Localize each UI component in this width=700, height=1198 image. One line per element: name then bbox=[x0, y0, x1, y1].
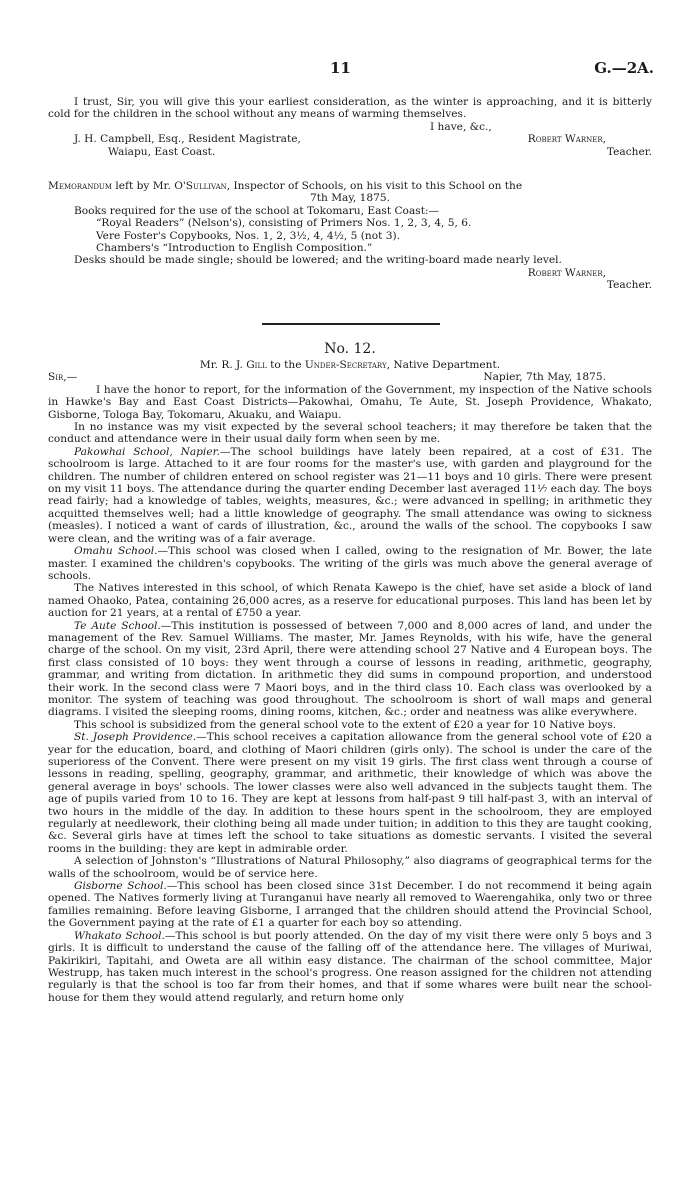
salutation: Sir,— bbox=[48, 371, 78, 384]
report-paragraph: A selection of Johnston's “Illustrations of Natural Philosophy,” also diagrams of geographical terms for the walls of the schoolroom, would be of service here. bbox=[48, 855, 652, 880]
memo-label: Memorandum bbox=[48, 180, 112, 192]
memo-signer-title: Teacher. bbox=[606, 279, 652, 292]
memorandum-block bbox=[48, 180, 652, 292]
pakowhai-heading: Pakowhai School, Napier. bbox=[74, 445, 220, 458]
gisborne-heading: Gisborne School. bbox=[74, 880, 167, 893]
section-12 bbox=[48, 341, 652, 1004]
memo-desks-note: Desks should be made single; should be lowered; and the writing-board made nearly level. bbox=[74, 254, 562, 267]
report-paragraph: I have the honor to report, for the information of the Government, my inspection of the Native schools in Hawke's Bay and East Coast Districts—Pakowhai, Omahu, Te Aute, St. Joseph Providence, Whakato, Gisborne, Tologa Bay, Tokomaru, Akuaku, and Waiapu. bbox=[48, 383, 652, 421]
stjoseph-paragraph: St. Joseph Providence.—This school receives a capitation allowance from the general school vote of £20 a year for the education, board, and clothing of Maori children (girls only). The school is under the care of the superioress of the Convent. There were present on my visit 19 girls. The first class went through a course of lessons in reading, spelling, geography, grammar, and arithmetic, their knowledge of which was above the general average in boys' schools. The lower classes were also well advanced in the subjects taught them. The age of pupils varied from 10 to 16. They are kept at lessons from half-past 9 till half-past 3, with an interval of two hours in the middle of the day. In addition to these hours spent in the schoolroom, they are employed regularly at needlework, their clothing being all made under tuition; in addition to this they are taught cooking, &c. Several girls have at times left the school to take situations as domestic servants. I visited the several rooms in the building: they are kept in admirable order. bbox=[48, 731, 652, 855]
addressee-line-1: J. H. Campbell, Esq., Resident Magistrate, bbox=[74, 133, 301, 146]
whakato-paragraph: Whakato School.—This school is but poorly attended. On the day of my visit there were only 5 boys and 3 girls. It is difficult to understand the cause of the falling off of the attendance here. The villages of Muriwai, Pakirikiri, Tapitahi, and Oweta are all within easy distance. The chairman of the school committee, Major Westrupp, has taken much interest in the school's progress. One reason assigned for the children not attending regularly is that the school is too far from their homes, and that if some whares were built near the school-house for them they would attend regularly, and return home only bbox=[48, 929, 652, 1004]
report-paragraph: This school is subsidized from the general school vote to the extent of £20 a year for 10 Native boys. bbox=[74, 718, 616, 731]
report-paragraph: The Natives interested in this school, of which Renata Kawepo is the chief, have set aside a block of land named Ohaoko, Patea, containing 26,000 acres, as a reserve for educational purposes. This land has been let by auction for 21 years, at a rental of £750 a year. bbox=[48, 582, 652, 620]
teaute-paragraph: Te Aute School.—This institution is possessed of between 7,000 and 8,000 acres of land, and under the management of the Rev. Samuel Williams. The master, Mr. James Reynolds, with his wife, have the general charge of the school. On my visit, 23rd April, there were attending school 27 Native and 4 European boys. The first class consisted of 10 boys: they went through a course of lessons in reading, arithmetic, geography, grammar, and writing from dictation. In arithmetic they did sums in compound proportion, and understood their work. In the second class were 7 Maori boys, and in the third class 10. Each class was overlooked by a monitor. The system of teaching was good throughout. The schoolroom is short of wall maps and general diagrams. I visited the sleeping rooms, dining rooms, kitchen, &c.; order and neatness was alike everywhere. bbox=[48, 619, 652, 719]
gisborne-paragraph: Gisborne School.—This school has been closed since 31st December. I do not recommend it being again opened. The Natives formerly living at Turanganui have nearly all removed to Waerengahika, only two or three families remaining. Before leaving Gisborne, I arranged that the children should attend the Provincial School, the Government paying at the rate of £1 a quarter for each boy so attending. bbox=[48, 880, 652, 930]
omahu-paragraph: Omahu School.—This school was closed when I called, owing to the resignation of Mr. Bower, the late master. I examined the children's copybooks. The writing of the girls was much above the general average of schools. bbox=[48, 545, 652, 582]
section-divider bbox=[262, 323, 440, 325]
place-date: Napier, 7th May, 1875. bbox=[483, 371, 606, 384]
memo-book-item: “Royal Readers” (Nelson's), consisting of Primers Nos. 1, 2, 3, 4, 5, 6. bbox=[96, 217, 472, 230]
letter-closing: I have, &c., bbox=[430, 120, 492, 133]
section-title: Mr. R. J. Gill to the Under-Secretary, Native Department. bbox=[199, 359, 501, 371]
memo-signer-name: Robert Warner, bbox=[527, 266, 606, 279]
teaute-heading: Te Aute School. bbox=[74, 619, 161, 632]
memo-book-item: Vere Foster's Copybooks, Nos. 1, 2, 3½, 4, 4½, 5 (not 3). bbox=[96, 229, 400, 242]
memo-books-intro: Books required for the use of the school at Tokomaru, East Coast:— bbox=[74, 204, 440, 217]
letter-body: I trust, Sir, you will give this your earliest consideration, as the winter is approaching, and it is bitterly cold for the children in the school without any means of warming themselves. bbox=[48, 96, 652, 121]
memo-date: 7th May, 1875. bbox=[310, 192, 390, 205]
stjoseph-heading: St. Joseph Providence. bbox=[74, 731, 197, 744]
memo-book-item: Chambers's “Introduction to English Composition.” bbox=[96, 242, 373, 255]
memo-inspector: O'Sullivan bbox=[174, 180, 227, 192]
letter-closing-block bbox=[48, 96, 652, 158]
memo-heading: Memorandum left by Mr. O'Sullivan, Inspector of Schools, on his visit to this School on the bbox=[48, 180, 523, 192]
section-number: No. 12. bbox=[324, 341, 376, 357]
signer-title: Teacher. bbox=[606, 145, 652, 158]
report-paragraph: In no instance was my visit expected by the several school teachers; it may therefore be taken that the conduct and attendance were in their usual daily form when seen by me. bbox=[48, 421, 652, 446]
omahu-heading: Omahu School. bbox=[74, 545, 158, 558]
page-header bbox=[0, 59, 700, 78]
document-reference: G.—2A. bbox=[594, 59, 654, 77]
addressee-line-2: Waiapu, East Coast. bbox=[108, 145, 216, 158]
pakowhai-paragraph: Pakowhai School, Napier.—The school buildings have lately been repaired, at a cost of £31. The schoolroom is large. Attached to it are four rooms for the master's use, with garden and playground for the children. The number of children entered on school register was 21—11 boys and 10 girls. There were present on my visit 11 boys. The attendance during the quarter ending December last averaged 11⅐ each day. The boys read fairly; had a knowledge of tables, weights, measures, &c.; were advanced in spelling; in arithmetic they acquitted themselves well; had a little knowledge of geography. The small attendance was owing to sickness (measles). I noticed a want of cards of illustration, &c., around the walls of the school. The copybooks I saw were clean, and the writing was of a fair average. bbox=[48, 445, 652, 545]
signer-name: Robert Warner, bbox=[527, 133, 606, 146]
page-number: 11 bbox=[330, 59, 351, 77]
whakato-heading: Whakato School. bbox=[74, 929, 165, 942]
